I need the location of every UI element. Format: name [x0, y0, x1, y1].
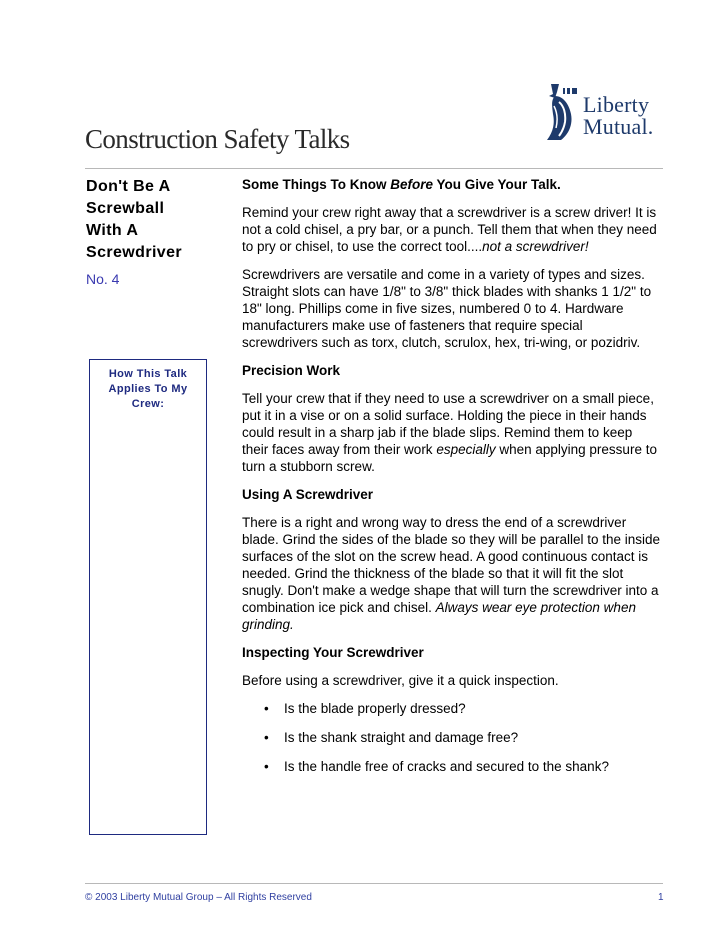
- liberty-mutual-logo: [537, 78, 665, 148]
- talk-number: No. 4: [86, 271, 120, 287]
- inspection-checklist: [242, 700, 662, 787]
- paragraph-text: Remind your crew right away that a screwdriver is a screw driver! It is not a cold chisel, a pry bar, or a punch. Tell them that when they need to pry or chisel, to use the correct tool....: [242, 205, 657, 254]
- page-number: 1: [658, 892, 664, 903]
- crew-notes-label-line: Applies To My: [108, 383, 188, 395]
- talk-title-line: Don't Be A: [86, 178, 171, 195]
- paragraph-tool-use: [242, 204, 662, 255]
- paragraph-inspection: Before using a screwdriver, give it a quick inspection.: [242, 673, 559, 688]
- intro-heading-text: Some Things To Know: [242, 177, 391, 192]
- document-title: Construction Safety Talks: [85, 124, 350, 154]
- logo-line-2: Mutual.: [583, 114, 654, 139]
- paragraph-precision: [242, 390, 662, 475]
- list-item: • Is the blade properly dressed?: [242, 700, 662, 729]
- header-divider: [85, 168, 663, 169]
- intro-heading-text: You Give Your Talk.: [433, 177, 561, 192]
- logo-wordmark: [583, 94, 653, 138]
- paragraph-emphasis: not a screwdriver!: [482, 239, 589, 254]
- heading-precision-work: Precision Work: [242, 363, 341, 378]
- talk-title-line: With A: [86, 222, 139, 239]
- list-item: • Is the shank straight and damage free?: [242, 729, 662, 758]
- paragraph-text: when applying pressure to turn a stubborn screw.: [242, 442, 657, 474]
- talk-title: [86, 176, 236, 264]
- paragraph-text: Tell your crew that if they need to use a screwdriver on a small piece, put it in a vise or on a solid surface. Holding the piece in their hands could result in a sharp jab if the blade slips. Remind them to keep their faces away from their work: [242, 391, 654, 457]
- statue-of-liberty-icon: [537, 82, 581, 144]
- talk-title-line: Screwball: [86, 200, 165, 217]
- paragraph-dressing: [242, 514, 662, 633]
- talk-content: [242, 176, 662, 787]
- paragraph-text: There is a right and wrong way to dress the end of a screwdriver blade. Grind the sides of the blade so they will be parallel to the inside surfaces of the slot on the screw head. A good continuous contact is needed. Grind the thickness of the blade so that it will fit the slot snugly. Don't make a wedge shape that will turn the screwdriver into a combination ice pick and chisel.: [242, 515, 661, 615]
- paragraph-emphasis: especially: [436, 442, 496, 457]
- intro-heading: [242, 176, 662, 193]
- list-item: • Is the handle free of cracks and secured to the shank?: [242, 758, 662, 787]
- heading-inspecting: Inspecting Your Screwdriver: [242, 645, 424, 660]
- crew-notes-label-line: How This Talk: [108, 368, 188, 380]
- copyright: © 2003 Liberty Mutual Group – All Rights Reserved: [85, 892, 312, 903]
- talk-title-line: Screwdriver: [86, 244, 183, 261]
- footer-divider: [85, 883, 663, 884]
- paragraph-emphasis: Always wear eye protection when grinding.: [242, 600, 636, 632]
- crew-notes-label: [90, 367, 206, 412]
- crew-notes-box: [89, 359, 207, 835]
- paragraph-types: Screwdrivers are versatile and come in a variety of types and sizes. Straight slots can have 1/8" to 3/8" thick blades with shanks 1 1/2" to 18" long. Phillips come in five sizes, numbered 0 to 4. Hardware manufacturers make use of fasteners that require special screwdrivers such as torx, clutch, scrulox, hex, tri-wing, or pozidriv.: [242, 267, 652, 350]
- logo-line-1: Liberty: [583, 92, 650, 117]
- crew-notes-label-line: Crew:: [131, 398, 165, 410]
- heading-using-screwdriver: Using A Screwdriver: [242, 487, 374, 502]
- intro-heading-emphasis: Before: [390, 177, 434, 192]
